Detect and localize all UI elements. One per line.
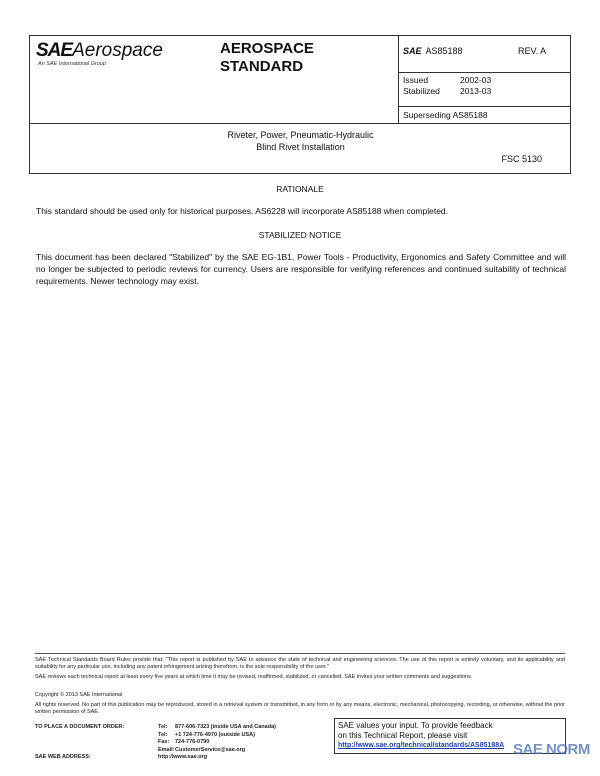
sae-aerospace-logo: SAEAerospace (36, 40, 163, 61)
sae-web-link[interactable]: http://www.sae.org (158, 754, 207, 760)
stabilized-date: 2013-03 (460, 86, 492, 96)
rationale-heading: RATIONALE (276, 184, 324, 194)
email-link[interactable]: CustomerService@sae.org (175, 746, 246, 753)
standard-title: AEROSPACE STANDARD (220, 40, 314, 75)
header-box (29, 35, 571, 174)
document-title: Riveter, Power, Pneumatic-Hydraulic Blind Rivet Installation (227, 130, 374, 152)
contact-block: TO PLACE A DOCUMENT ORDER: Tel: 877-606-7323 (inside USA and Canada) Tel: +1 724-776-4970 (outside USA) Fax: 724-776-0790 Email: CustomerService@sae.org SAE WEB ADDRESS: http://www.sae.org (35, 724, 276, 760)
sae-norm-watermark: SAE NORM (513, 741, 590, 758)
rationale-text: This standard should be used only for historical purposes. AS6228 will incorporate AS85188 when completed. (36, 206, 449, 216)
feedback-link[interactable]: http://www.sae.org/technical/standards/AS85188A (338, 742, 505, 749)
revision-label: REV. A (518, 46, 547, 56)
feedback-box: SAE values your input. To provide feedback on this Technical Report, please visit http://www.sae.org/technical/standards/AS85188A (334, 718, 566, 754)
fsc-code: FSC 5130 (501, 154, 542, 164)
issued-date: 2002-03 (460, 75, 492, 85)
footer-review-text: SAE reviews each technical report at least every five years at which time it may be revised, reaffirmed, stabilized, or cancelled. SAE invites your written comments and suggestions. (35, 674, 473, 680)
stabilized-text: This document has been declared "Stabilized" by the SAE EG-1B1, Power Tools - Productivity, Ergonomics and Safety Committee and will no longer be subjected to periodic reviews for currency. Users are responsible for verifying references and continued suitability of technical requirements. Newer technology may exist. (36, 252, 566, 286)
logo-tagline: An SAE International Group (38, 61, 106, 67)
footer-copyright: Copyright © 2013 SAE International (35, 692, 123, 698)
document-number: SAE AS85188 (403, 46, 463, 56)
footer-rights-text: All rights reserved. No part of this publication may be reproduced, stored in a retrieval system or transmitted, in any form or by any means, electronic, mechanical, photocopying, recording, or otherwise, without the prior written permission of SAE. (35, 702, 565, 715)
footer-rules-text: SAE Technical Standards Board Rules provide that: "This report is published by SAE to advance the state of technical and engineering sciences. The use of this report is entirely voluntary, and its applicability and suitability for any particular use, including any patent infringement arising therefrom, is the sole responsibility of the user." (35, 657, 565, 670)
footer-divider (35, 653, 565, 654)
date-block: Issued 2002-03 Stabilized 2013-03 (403, 75, 492, 96)
superseding-note: Superseding AS85188 (403, 110, 488, 120)
stabilized-heading: STABILIZED NOTICE (258, 230, 342, 240)
